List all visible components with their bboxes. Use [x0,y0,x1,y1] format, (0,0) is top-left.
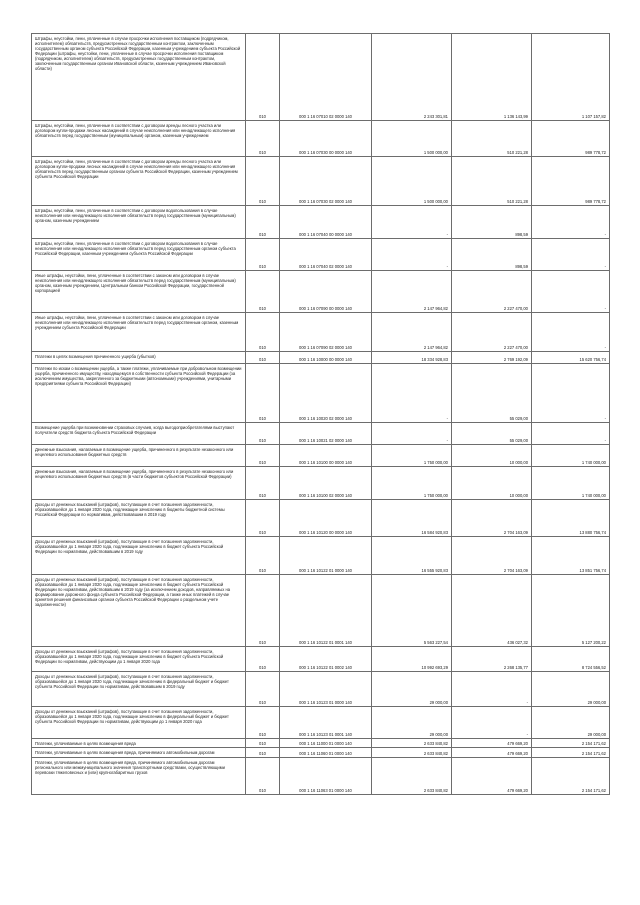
row-classification-code: 000 1 16 10122 01 0000 140 [280,537,372,575]
table-row [32,423,610,445]
row-executed-amount: 479 669,20 [452,748,532,758]
row-executed-amount: 2 268 135,77 [452,647,532,672]
row-line-code: 010 [246,739,280,748]
row-classification-code: 000 1 16 11060 01 0000 140 [280,748,372,758]
row-line-code: 010 [246,445,280,467]
row-executed-amount: 10 000,00 [452,445,532,467]
table-row [32,206,610,239]
row-approved-amount: 2 633 840,82 [372,748,452,758]
row-approved-amount: 18 334 928,83 [372,352,452,364]
row-unexecuted-amount: 8 724 556,52 [532,647,610,672]
table-row [32,748,610,758]
row-approved-amount: 1 750 000,00 [372,467,452,500]
row-executed-amount: 2 227 470,00 [452,313,532,352]
row-unexecuted-amount: 13 851 756,74 [532,537,610,575]
row-classification-code: 000 1 16 10000 00 0000 140 [280,352,372,364]
row-classification-code: 000 1 16 10021 02 0000 140 [280,423,372,445]
row-classification-code: 000 1 16 10122 01 0002 140 [280,647,372,672]
row-description: Доходы от денежных взысканий (штрафов), поступающие в счет погашения задолженности, образовавшейся до 1 января 2020 года, подлежащие зачислению в бюджет субъекта Российской Федерации по нормативам, действующим до 1 января 2020 года [32,647,246,672]
row-executed-amount: 55 029,00 [452,423,532,445]
row-unexecuted-amount: 1 740 000,00 [532,467,610,500]
table-body [32,34,610,795]
row-unexecuted-amount: - [532,239,610,271]
row-approved-amount: - [372,239,452,271]
row-classification-code: 000 1 16 10100 02 0000 140 [280,467,372,500]
table-row [32,537,610,575]
row-unexecuted-amount: 5 127 200,22 [532,575,610,647]
row-classification-code: 000 1 16 10020 02 0000 140 [280,364,372,423]
row-line-code: 010 [246,707,280,739]
row-classification-code: 000 1 16 11000 01 0000 140 [280,739,372,748]
row-line-code: 010 [246,758,280,795]
row-unexecuted-amount: 1 740 000,00 [532,445,610,467]
row-executed-amount: 479 669,20 [452,739,532,748]
row-approved-amount: 5 563 227,54 [372,575,452,647]
row-unexecuted-amount: - [532,364,610,423]
row-unexecuted-amount: 989 778,72 [532,157,610,206]
row-line-code: 010 [246,423,280,445]
table-row [32,121,610,157]
row-description: Доходы от денежных взысканий (штрафов), поступающие в счет погашения задолженности, образовавшейся до 1 января 2020 года, подлежащие зачислению в федеральный бюджет и бюджет субъекта Российской Федерации по нормативам, действовавшим в 2019 году [32,672,246,707]
row-executed-amount: 2 769 192,09 [452,352,532,364]
table-row [32,34,610,121]
row-description: Платежи в целях возмещения причиненного ущерба (убытков) [32,352,246,364]
row-unexecuted-amount: 15 620 756,74 [532,352,610,364]
row-approved-amount: 2 633 840,82 [372,739,452,748]
table-row [32,271,610,313]
row-classification-code: 000 1 16 07010 02 0000 140 [280,34,372,121]
row-approved-amount: 1 500 000,00 [372,157,452,206]
row-classification-code: 000 1 16 11063 01 0000 140 [280,758,372,795]
table-row [32,313,610,352]
revenue-table [31,33,610,795]
row-unexecuted-amount: 2 154 171,62 [532,748,610,758]
row-description: Платежи, уплачиваемые в целях возмещения вреда [32,739,246,748]
row-classification-code: 000 1 16 10123 01 0001 140 [280,707,372,739]
row-classification-code: 000 1 16 07040 02 0000 140 [280,239,372,271]
report-page [31,33,609,795]
table-row [32,364,610,423]
row-description: Платежи по искам о возмещении ущерба, а также платежи, уплачиваемые при добровольном возмещении ущерба, причиненного имуществу, находящемуся в собственности субъекта Российской Федерации (за исключением имущества, закрепленного за бюджетными (автономными) учреждениями, унитарными предприятиями субъекта Российской Федерации) [32,364,246,423]
row-executed-amount: 898,59 [452,239,532,271]
row-classification-code: 000 1 16 07030 02 0000 140 [280,157,372,206]
row-executed-amount: 55 029,00 [452,364,532,423]
row-approved-amount: 29 000,00 [372,672,452,707]
table-row [32,707,610,739]
row-description: Штрафы, неустойки, пени, уплаченные в соответствии с договором аренды лесного участка или договором купли-продажи лесных насаждений в случае неисполнения или ненадлежащего исполнения обязательств перед государственным (муниципальным) органом, казенным учреждением [32,121,246,157]
table-row [32,445,610,467]
row-unexecuted-amount: 13 880 756,74 [532,500,610,537]
row-unexecuted-amount: - [532,271,610,313]
row-executed-amount: 510 221,28 [452,121,532,157]
row-line-code: 010 [246,500,280,537]
row-approved-amount: - [372,423,452,445]
table-row [32,758,610,795]
row-executed-amount: 2 704 163,09 [452,500,532,537]
row-executed-amount: 2 704 163,09 [452,537,532,575]
row-approved-amount: 2 147 964,82 [372,271,452,313]
row-description: Денежные взыскания, налагаемые в возмещение ущерба, причиненного в результате незаконного или нецелевого использования бюджетных средств [32,445,246,467]
row-description: Доходы от денежных взысканий (штрафов), поступающие в счет погашения задолженности, образовавшейся до 1 января 2020 года, подлежащие зачислению в бюджет субъекта Российской Федерации по нормативам, действовавшим в 2019 году (за исключением доходов, направляемых на формирование дорожного фонда субъекта Российской Федерации, а также иных платежей в случае принятия решения финансовым органом субъекта Российской Федерации о раздельном учете задолженности) [32,575,246,647]
table-row [32,352,610,364]
table-row [32,500,610,537]
row-approved-amount: - [372,206,452,239]
row-line-code: 010 [246,537,280,575]
row-unexecuted-amount: 2 154 171,62 [532,758,610,795]
row-approved-amount: - [372,364,452,423]
row-line-code: 010 [246,206,280,239]
row-line-code: 010 [246,352,280,364]
row-executed-amount: 436 027,32 [452,575,532,647]
row-description: Доходы от денежных взысканий (штрафов), поступающие в счет погашения задолженности, образовавшейся до 1 января 2020 года, подлежащие зачислению в бюджеты бюджетной системы Российской Федерации по нормативам, действовавшим в 2019 году [32,500,246,537]
table-row [32,647,610,672]
table-row [32,467,610,500]
row-line-code: 010 [246,34,280,121]
row-approved-amount: 1 750 000,00 [372,445,452,467]
row-classification-code: 000 1 16 07040 00 0000 140 [280,206,372,239]
row-description: Денежные взыскания, налагаемые в возмещение ущерба, причиненного в результате незаконного или нецелевого использования бюджетных средств (в части бюджетов субъектов Российской Федерации) [32,467,246,500]
row-approved-amount: 2 147 964,82 [372,313,452,352]
row-description: Платежи, уплачиваемые в целях возмещения вреда, причиняемого автомобильным дорогам регионального или межмуниципального значения транспортными средствами, осуществляющими перевозки тяжеловесных и (или) крупногабаритных грузов [32,758,246,795]
row-classification-code: 000 1 16 10100 00 0000 140 [280,445,372,467]
row-description: Доходы от денежных взысканий (штрафов), поступающие в счет погашения задолженности, образовавшейся до 1 января 2020 года, подлежащие зачислению в федеральный бюджет и бюджет субъекта Российской Федерации по нормативам, действующим до 1 января 2020 года [32,707,246,739]
row-executed-amount: 898,59 [452,206,532,239]
row-approved-amount: 1 500 000,00 [372,121,452,157]
row-unexecuted-amount: 1 107 157,82 [532,34,610,121]
row-classification-code: 000 1 16 10123 01 0000 140 [280,672,372,707]
row-description: Иные штрафы, неустойки, пени, уплаченные в соответствии с законом или договором в случае неисполнения или ненадлежащего исполнения обязательств перед государственным (муниципальным) органом, казенным учреждением, Центральным банком Российской Федерации, государственной корпорацией [32,271,246,313]
row-executed-amount: 479 669,20 [452,758,532,795]
row-line-code: 010 [246,575,280,647]
row-description: Возмещение ущерба при возникновении страховых случаев, когда выгодоприобретателями выступают получатели средств бюджета субъекта Российской Федерации [32,423,246,445]
row-approved-amount: 16 584 920,83 [372,500,452,537]
row-description: Платежи, уплачиваемые в целях возмещения вреда, причиняемого автомобильным дорогам [32,748,246,758]
row-executed-amount: - [452,672,532,707]
row-approved-amount: 2 243 301,81 [372,34,452,121]
row-executed-amount: 2 227 470,00 [452,271,532,313]
row-line-code: 010 [246,672,280,707]
row-approved-amount: 2 633 840,82 [372,758,452,795]
row-approved-amount: 16 555 920,83 [372,537,452,575]
row-line-code: 010 [246,467,280,500]
row-unexecuted-amount: 989 778,72 [532,121,610,157]
table-row [32,575,610,647]
row-executed-amount: 10 000,00 [452,467,532,500]
row-description: Доходы от денежных взысканий (штрафов), поступающие в счет погашения задолженности, образовавшейся до 1 января 2020 года, подлежащие зачислению в бюджет субъекта Российской Федерации по нормативам, действовавшим в 2019 году [32,537,246,575]
row-classification-code: 000 1 16 07090 02 0000 140 [280,313,372,352]
row-classification-code: 000 1 16 10122 01 0001 140 [280,575,372,647]
row-classification-code: 000 1 16 07030 00 0000 140 [280,121,372,157]
row-description: Штрафы, неустойки, пени, уплаченные в соответствии с договором водопользования в случае неисполнения или ненадлежащего исполнения обязательств перед государственным (муниципальным) органом, казенным учреждением [32,206,246,239]
row-unexecuted-amount: 2 154 171,62 [532,739,610,748]
row-unexecuted-amount: - [532,313,610,352]
row-line-code: 010 [246,313,280,352]
table-row [32,672,610,707]
row-unexecuted-amount: 29 000,00 [532,672,610,707]
row-line-code: 010 [246,121,280,157]
row-line-code: 010 [246,239,280,271]
row-unexecuted-amount: 29 000,00 [532,707,610,739]
row-executed-amount: - [452,707,532,739]
row-approved-amount: 29 000,00 [372,707,452,739]
row-line-code: 010 [246,364,280,423]
row-unexecuted-amount: - [532,423,610,445]
row-executed-amount: 510 221,28 [452,157,532,206]
row-executed-amount: 1 136 143,99 [452,34,532,121]
row-unexecuted-amount: - [532,206,610,239]
row-description: Иные штрафы, неустойки, пени, уплаченные в соответствии с законом или договором в случае неисполнения или ненадлежащего исполнения обязательств перед государственным органом, казенным учреждением субъекта Российской Федерации [32,313,246,352]
table-row [32,157,610,206]
row-description: Штрафы, неустойки, пени, уплаченные в соответствии с договором аренды лесного участка или договором купли-продажи лесных насаждений в случае неисполнения или ненадлежащего исполнения обязательств перед государственным органом субъекта Российской Федерации, казенным учреждением субъекта Российской Федерации [32,157,246,206]
row-classification-code: 000 1 16 10120 00 0000 140 [280,500,372,537]
row-line-code: 010 [246,748,280,758]
row-approved-amount: 10 992 693,29 [372,647,452,672]
table-row [32,739,610,748]
row-classification-code: 000 1 16 07090 00 0000 140 [280,271,372,313]
row-line-code: 010 [246,157,280,206]
row-line-code: 010 [246,271,280,313]
row-description: Штрафы, неустойки, пени, уплаченные в случае просрочки исполнения поставщиком (подрядчиком, исполнителем) обязательств, предусмотренных государственным контрактом, заключенным государственным органом субъекта Российской Федерации, казенным учреждением субъекта Российской Федерации (штрафы, неустойки, пени, уплаченные в случае просрочки исполнения поставщиком (подрядчиком, исполнителем) обязательств, предусмотренных государственным контрактом, заключенным государственным органом Ивановской области, казенным учреждением Ивановской области) [32,34,246,121]
row-description: Штрафы, неустойки, пени, уплаченные в соответствии с договором водопользования в случае неисполнения или ненадлежащего исполнения обязательств перед государственным органом субъекта Российской Федерации, казенным учреждением субъекта Российской Федерации [32,239,246,271]
row-line-code: 010 [246,647,280,672]
table-row [32,239,610,271]
